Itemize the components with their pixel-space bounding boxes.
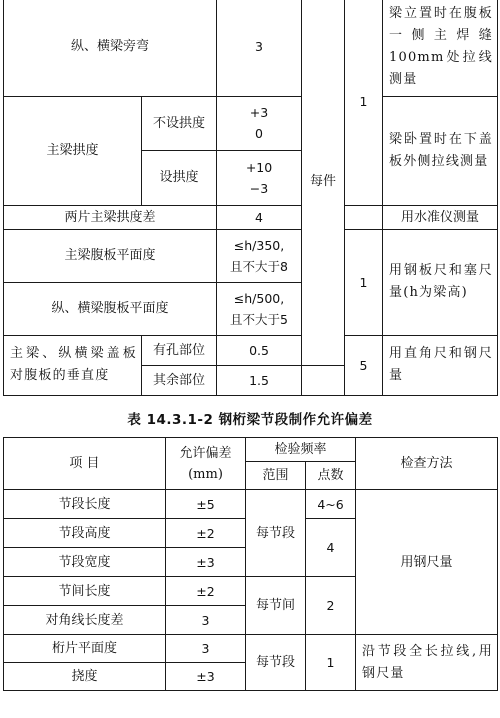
tolerance-cell: 3 <box>217 0 302 96</box>
header-item: 项 目 <box>4 438 166 490</box>
tolerance-cell <box>217 96 302 150</box>
item-cell: 主梁腹板平面度 <box>4 229 217 282</box>
sub-item-cell: 有孔部位 <box>142 335 217 365</box>
range-cell: 每节段 <box>246 635 306 691</box>
header-tolerance <box>166 438 246 490</box>
range-cell-end <box>302 365 345 395</box>
header-points: 点数 <box>306 462 356 490</box>
item-cell: 节段长度 <box>4 490 166 519</box>
item-cell: 桁片平面度 <box>4 635 166 663</box>
tolerance-line: 且不大于5 <box>230 311 288 327</box>
tolerance-lower: −3 <box>249 180 269 196</box>
points-cell: 1 <box>345 229 383 335</box>
tolerance-cell: 4 <box>217 205 302 229</box>
item-cell: 节段宽度 <box>4 548 166 577</box>
tolerance-cell: ±2 <box>166 577 246 606</box>
item-cell: 两片主梁拱度差 <box>4 205 217 229</box>
header-tolerance-unit: (mm) <box>188 466 223 482</box>
range-cell: 每节间 <box>246 577 306 635</box>
method-cell: 用直角尺和钢尺量 <box>383 335 498 395</box>
item-cell: 节段高度 <box>4 519 166 548</box>
table-caption: 表 14.3.1-2 钢桁梁节段制作允许偏差 <box>127 412 373 428</box>
item-cell: 挠度 <box>4 663 166 691</box>
item-cell: 对角线长度差 <box>4 606 166 635</box>
method-cell: 用钢板尺和塞尺量(h为梁高) <box>383 229 498 335</box>
header-range: 范围 <box>246 462 306 490</box>
header-method: 检查方法 <box>356 438 498 490</box>
method-cell: 梁卧置时在下盖板外侧拉线测量 <box>383 96 498 205</box>
method-cell: 梁立置时在腹板一侧主焊缝100mm处拉线测量 <box>383 0 498 96</box>
tolerance-cell: 0.5 <box>217 335 302 365</box>
tolerance-line: ≤h/500, <box>233 290 285 306</box>
method-cell: 用水准仪测量 <box>383 205 498 229</box>
tolerance-cell: 3 <box>166 635 246 663</box>
sub-item-cell: 设拱度 <box>142 150 217 205</box>
points-cell: 4~6 <box>306 490 356 519</box>
points-cell: 2 <box>306 577 356 635</box>
tolerance-cell: 3 <box>166 606 246 635</box>
tolerance-cell: ±3 <box>166 663 246 691</box>
method-cell: 沿节段全长拉线,用钢尺量 <box>356 635 498 691</box>
tolerance-cell: ±3 <box>166 548 246 577</box>
item-cell: 纵、横梁旁弯 <box>4 0 217 96</box>
header-tolerance-label: 允许偏差 <box>179 445 232 461</box>
sub-item-cell: 其余部位 <box>142 365 217 395</box>
tolerance-line: 且不大于8 <box>230 258 288 274</box>
tolerance-cell <box>217 150 302 205</box>
tolerance-cell: ±2 <box>166 519 246 548</box>
item-cell: 主梁拱度 <box>4 96 142 205</box>
item-cell: 主梁、纵横梁盖板对腹板的垂直度 <box>4 335 142 395</box>
tolerance-lower: 0 <box>255 126 263 141</box>
tolerance-cell: 1.5 <box>217 365 302 395</box>
item-cell: 纵、横梁腹板平面度 <box>4 282 217 335</box>
points-cell: 4 <box>306 519 356 577</box>
tolerance-upper: +3 <box>249 105 269 120</box>
header-frequency: 检验频率 <box>246 438 356 462</box>
tolerance-upper: +10 <box>245 159 273 175</box>
range-cell: 每件 <box>302 0 345 365</box>
points-cell: 1 <box>306 635 356 691</box>
item-cell: 节间长度 <box>4 577 166 606</box>
tolerance-line: ≤h/350, <box>233 237 285 253</box>
range-cell: 每节段 <box>246 490 306 577</box>
points-cell: 5 <box>345 335 383 395</box>
points-cell: 1 <box>345 0 383 205</box>
points-cell <box>345 205 383 229</box>
tolerance-cell: ±5 <box>166 490 246 519</box>
truss-segment-tolerance-table <box>3 437 498 691</box>
tolerance-cell <box>217 282 302 335</box>
tolerance-cell <box>217 229 302 282</box>
sub-item-cell: 不设拱度 <box>142 96 217 150</box>
beam-tolerance-table <box>3 0 498 396</box>
method-cell: 用钢尺量 <box>356 490 498 635</box>
